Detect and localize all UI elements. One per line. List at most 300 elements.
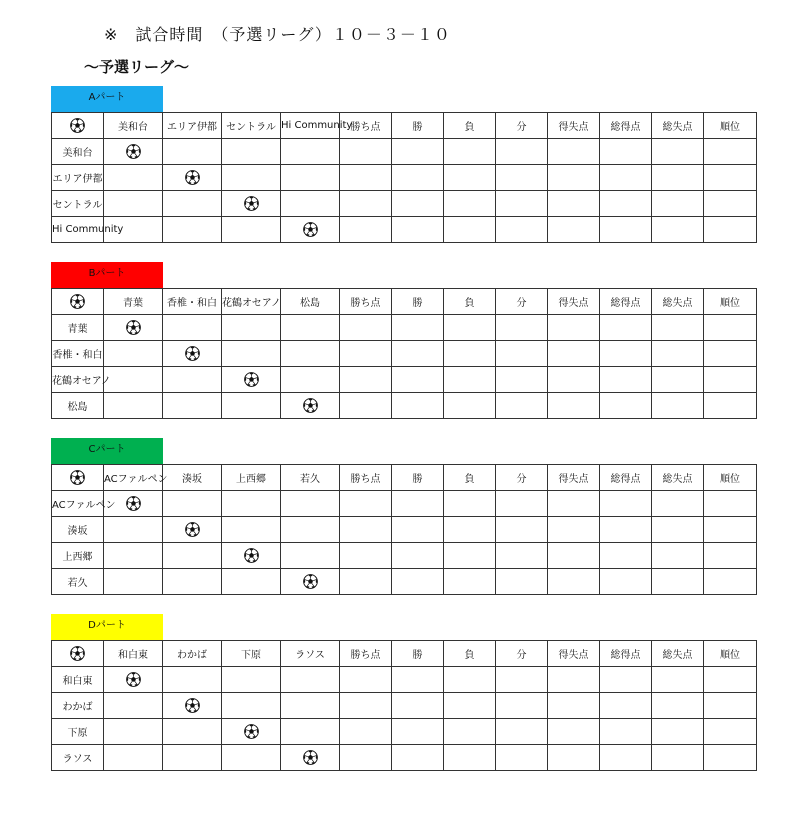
stat-cell[interactable] xyxy=(548,517,600,543)
stat-cell[interactable] xyxy=(652,667,704,693)
stat-cell[interactable] xyxy=(340,543,392,569)
stat-cell[interactable] xyxy=(340,491,392,517)
header-team-4: 松島 xyxy=(281,289,340,315)
stat-cell[interactable] xyxy=(496,191,548,217)
soccer-ball-icon xyxy=(70,294,85,309)
header-draws: 分 xyxy=(496,641,548,667)
stat-cell[interactable] xyxy=(496,745,548,771)
stat-cell[interactable] xyxy=(704,393,757,419)
stat-cell[interactable] xyxy=(392,393,444,419)
stat-cell[interactable] xyxy=(652,543,704,569)
stat-cell[interactable] xyxy=(496,217,548,243)
league-table-b xyxy=(51,288,757,419)
result-cell[interactable] xyxy=(104,719,163,745)
header-team-3: 下原 xyxy=(222,641,281,667)
result-cell[interactable] xyxy=(222,393,281,419)
header-team-3: 上西郷 xyxy=(222,465,281,491)
result-cell[interactable] xyxy=(104,165,163,191)
stat-cell[interactable] xyxy=(652,165,704,191)
result-cell[interactable] xyxy=(104,745,163,771)
stat-cell[interactable] xyxy=(600,491,652,517)
stat-cell[interactable] xyxy=(704,367,757,393)
soccer-ball-icon xyxy=(244,372,259,387)
stat-cell[interactable] xyxy=(652,693,704,719)
header-goal-diff: 得失点 xyxy=(548,641,600,667)
result-cell[interactable] xyxy=(104,393,163,419)
header-team-2: 湊坂 xyxy=(163,465,222,491)
header-team-3: 花鶴オセアノ xyxy=(222,289,281,315)
stat-cell[interactable] xyxy=(496,569,548,595)
part-label-d: Dパート xyxy=(51,614,163,640)
stat-cell[interactable] xyxy=(340,745,392,771)
header-rank: 順位 xyxy=(704,641,757,667)
stat-cell[interactable] xyxy=(548,139,600,165)
header-goals-against: 総失点 xyxy=(652,113,704,139)
corner-cell xyxy=(52,289,104,315)
row-team-name: 花鶴オセアノ xyxy=(52,367,104,393)
header-goals-for: 総得点 xyxy=(600,113,652,139)
stat-cell[interactable] xyxy=(340,667,392,693)
stat-cell[interactable] xyxy=(496,165,548,191)
self-match-cell xyxy=(222,719,281,745)
table-row xyxy=(52,315,757,341)
stat-cell[interactable] xyxy=(392,719,444,745)
stat-cell[interactable] xyxy=(496,543,548,569)
result-cell[interactable] xyxy=(222,341,281,367)
table-row xyxy=(52,543,757,569)
soccer-ball-icon xyxy=(185,170,200,185)
stat-cell[interactable] xyxy=(496,315,548,341)
header-points: 勝ち点 xyxy=(340,113,392,139)
row-team-name: 香椎・和白 xyxy=(52,341,104,367)
stat-cell[interactable] xyxy=(652,217,704,243)
stat-cell[interactable] xyxy=(600,517,652,543)
header-losses: 負 xyxy=(444,289,496,315)
header-team-1: 美和台 xyxy=(104,113,163,139)
header-team-4: 若久 xyxy=(281,465,340,491)
header-points: 勝ち点 xyxy=(340,289,392,315)
soccer-ball-icon xyxy=(303,398,318,413)
header-goal-diff: 得失点 xyxy=(548,289,600,315)
row-team-name: 和白東 xyxy=(52,667,104,693)
stat-cell[interactable] xyxy=(704,491,757,517)
row-team-name: 下原 xyxy=(52,719,104,745)
stat-cell[interactable] xyxy=(392,491,444,517)
self-match-cell xyxy=(222,367,281,393)
result-cell[interactable] xyxy=(281,693,340,719)
league-table-a xyxy=(51,112,757,243)
header-points: 勝ち点 xyxy=(340,641,392,667)
stat-cell[interactable] xyxy=(392,165,444,191)
result-cell[interactable] xyxy=(222,139,281,165)
stat-cell[interactable] xyxy=(496,341,548,367)
stat-cell[interactable] xyxy=(652,491,704,517)
result-cell[interactable] xyxy=(281,165,340,191)
header-team-1: 青葉 xyxy=(104,289,163,315)
league-table-d xyxy=(51,640,757,771)
soccer-ball-icon xyxy=(126,320,141,335)
row-team-name: ラソス xyxy=(52,745,104,771)
stat-cell[interactable] xyxy=(704,569,757,595)
soccer-ball-icon xyxy=(244,196,259,211)
stat-cell[interactable] xyxy=(496,367,548,393)
result-cell[interactable] xyxy=(163,719,222,745)
stat-cell[interactable] xyxy=(444,543,496,569)
stat-cell[interactable] xyxy=(340,719,392,745)
result-cell[interactable] xyxy=(104,191,163,217)
soccer-ball-icon xyxy=(303,750,318,765)
header-row xyxy=(52,465,757,491)
self-match-cell xyxy=(281,745,340,771)
header-wins: 勝 xyxy=(392,289,444,315)
result-cell[interactable] xyxy=(222,165,281,191)
header-team-2: わかば xyxy=(163,641,222,667)
stat-cell[interactable] xyxy=(652,569,704,595)
stat-cell[interactable] xyxy=(600,341,652,367)
table-row xyxy=(52,517,757,543)
header-goals-against: 総失点 xyxy=(652,641,704,667)
header-rank: 順位 xyxy=(704,465,757,491)
stat-cell[interactable] xyxy=(704,543,757,569)
stat-cell[interactable] xyxy=(392,217,444,243)
stat-cell[interactable] xyxy=(444,569,496,595)
stat-cell[interactable] xyxy=(704,315,757,341)
result-cell[interactable] xyxy=(163,667,222,693)
result-cell[interactable] xyxy=(163,569,222,595)
header-losses: 負 xyxy=(444,113,496,139)
table-row xyxy=(52,165,757,191)
result-cell[interactable] xyxy=(104,569,163,595)
table-row xyxy=(52,139,757,165)
part-label-c: Cパート xyxy=(51,438,163,464)
header-row xyxy=(52,113,757,139)
league-table-c xyxy=(51,464,757,595)
stat-cell[interactable] xyxy=(600,569,652,595)
stat-cell[interactable] xyxy=(600,139,652,165)
stat-cell[interactable] xyxy=(340,367,392,393)
self-match-cell xyxy=(104,667,163,693)
corner-cell xyxy=(52,113,104,139)
header-rank: 順位 xyxy=(704,113,757,139)
stat-cell[interactable] xyxy=(392,315,444,341)
result-cell[interactable] xyxy=(281,491,340,517)
stat-cell[interactable] xyxy=(444,517,496,543)
stat-cell[interactable] xyxy=(444,491,496,517)
table-row xyxy=(52,217,757,243)
self-match-cell xyxy=(222,543,281,569)
match-time-note: ※ 試合時間 （予選リーグ）１０－３－１０ xyxy=(104,25,451,44)
result-cell[interactable] xyxy=(222,693,281,719)
result-cell[interactable] xyxy=(222,569,281,595)
header-row xyxy=(52,289,757,315)
self-match-cell xyxy=(163,165,222,191)
soccer-ball-icon xyxy=(70,646,85,661)
result-cell[interactable] xyxy=(163,367,222,393)
stat-cell[interactable] xyxy=(548,569,600,595)
result-cell[interactable] xyxy=(281,719,340,745)
stat-cell[interactable] xyxy=(392,341,444,367)
stat-cell[interactable] xyxy=(652,341,704,367)
stat-cell[interactable] xyxy=(496,139,548,165)
result-cell[interactable] xyxy=(281,341,340,367)
result-cell[interactable] xyxy=(222,315,281,341)
self-match-cell xyxy=(104,315,163,341)
soccer-ball-icon xyxy=(244,548,259,563)
row-team-name: 青葉 xyxy=(52,315,104,341)
header-wins: 勝 xyxy=(392,641,444,667)
stat-cell[interactable] xyxy=(704,517,757,543)
result-cell[interactable] xyxy=(281,139,340,165)
self-match-cell xyxy=(281,393,340,419)
result-cell[interactable] xyxy=(281,367,340,393)
stat-cell[interactable] xyxy=(392,139,444,165)
result-cell[interactable] xyxy=(104,341,163,367)
row-team-name: 上西郷 xyxy=(52,543,104,569)
header-losses: 負 xyxy=(444,641,496,667)
soccer-ball-icon xyxy=(126,144,141,159)
stat-cell[interactable] xyxy=(600,165,652,191)
stat-cell[interactable] xyxy=(444,341,496,367)
stat-cell[interactable] xyxy=(548,393,600,419)
row-team-name: わかば xyxy=(52,693,104,719)
stat-cell[interactable] xyxy=(548,315,600,341)
stat-cell[interactable] xyxy=(444,367,496,393)
result-cell[interactable] xyxy=(281,667,340,693)
stat-cell[interactable] xyxy=(704,667,757,693)
stat-cell[interactable] xyxy=(392,569,444,595)
result-cell[interactable] xyxy=(163,393,222,419)
soccer-ball-icon xyxy=(303,574,318,589)
self-match-cell xyxy=(163,517,222,543)
stat-cell[interactable] xyxy=(704,719,757,745)
stat-cell[interactable] xyxy=(600,191,652,217)
result-cell[interactable] xyxy=(104,517,163,543)
header-draws: 分 xyxy=(496,289,548,315)
stat-cell[interactable] xyxy=(600,719,652,745)
result-cell[interactable] xyxy=(222,745,281,771)
stat-cell[interactable] xyxy=(496,393,548,419)
stat-cell[interactable] xyxy=(392,667,444,693)
stat-cell[interactable] xyxy=(340,139,392,165)
stat-cell[interactable] xyxy=(444,719,496,745)
stat-cell[interactable] xyxy=(704,139,757,165)
stat-cell[interactable] xyxy=(444,393,496,419)
header-wins: 勝 xyxy=(392,465,444,491)
row-team-name: 松島 xyxy=(52,393,104,419)
stat-cell[interactable] xyxy=(340,191,392,217)
result-cell[interactable] xyxy=(281,517,340,543)
stat-cell[interactable] xyxy=(548,693,600,719)
table-row xyxy=(52,367,757,393)
stat-cell[interactable] xyxy=(652,367,704,393)
stat-cell[interactable] xyxy=(392,745,444,771)
table-row xyxy=(52,191,757,217)
stat-cell[interactable] xyxy=(704,165,757,191)
stat-cell[interactable] xyxy=(548,491,600,517)
row-team-name: エリア伊都 xyxy=(52,165,104,191)
header-team-1: 和白東 xyxy=(104,641,163,667)
result-cell[interactable] xyxy=(104,693,163,719)
part-label-b: Bパート xyxy=(51,262,163,288)
stat-cell[interactable] xyxy=(704,693,757,719)
row-team-name: Hi Community xyxy=(52,217,104,243)
stat-cell[interactable] xyxy=(652,745,704,771)
result-cell[interactable] xyxy=(222,517,281,543)
result-cell[interactable] xyxy=(163,491,222,517)
stat-cell[interactable] xyxy=(652,393,704,419)
stat-cell[interactable] xyxy=(444,217,496,243)
corner-cell xyxy=(52,465,104,491)
result-cell[interactable] xyxy=(222,217,281,243)
self-match-cell xyxy=(281,569,340,595)
result-cell[interactable] xyxy=(163,191,222,217)
stat-cell[interactable] xyxy=(704,217,757,243)
stat-cell[interactable] xyxy=(340,517,392,543)
soccer-ball-icon xyxy=(185,346,200,361)
soccer-ball-icon xyxy=(185,522,200,537)
stat-cell[interactable] xyxy=(600,745,652,771)
result-cell[interactable] xyxy=(281,191,340,217)
header-goal-diff: 得失点 xyxy=(548,113,600,139)
table-row xyxy=(52,745,757,771)
result-cell[interactable] xyxy=(104,543,163,569)
stat-cell[interactable] xyxy=(548,745,600,771)
table-row xyxy=(52,491,757,517)
self-match-cell xyxy=(104,139,163,165)
stat-cell[interactable] xyxy=(600,693,652,719)
stat-cell[interactable] xyxy=(548,217,600,243)
header-team-2: エリア伊都 xyxy=(163,113,222,139)
header-draws: 分 xyxy=(496,113,548,139)
header-losses: 負 xyxy=(444,465,496,491)
stat-cell[interactable] xyxy=(704,341,757,367)
result-cell[interactable] xyxy=(163,543,222,569)
stat-cell[interactable] xyxy=(340,217,392,243)
self-match-cell xyxy=(281,217,340,243)
stat-cell[interactable] xyxy=(496,517,548,543)
stat-cell[interactable] xyxy=(444,693,496,719)
stat-cell[interactable] xyxy=(600,543,652,569)
soccer-ball-icon xyxy=(126,496,141,511)
stat-cell[interactable] xyxy=(600,217,652,243)
header-goals-for: 総得点 xyxy=(600,289,652,315)
stat-cell[interactable] xyxy=(340,693,392,719)
corner-cell xyxy=(52,641,104,667)
stat-cell[interactable] xyxy=(392,693,444,719)
row-team-name: 若久 xyxy=(52,569,104,595)
stat-cell[interactable] xyxy=(704,745,757,771)
stat-cell[interactable] xyxy=(444,315,496,341)
header-draws: 分 xyxy=(496,465,548,491)
header-wins: 勝 xyxy=(392,113,444,139)
stat-cell[interactable] xyxy=(444,745,496,771)
header-team-4: Hi Community xyxy=(281,113,340,139)
header-team-4: ラソス xyxy=(281,641,340,667)
header-goals-against: 総失点 xyxy=(652,289,704,315)
stat-cell[interactable] xyxy=(548,165,600,191)
stat-cell[interactable] xyxy=(496,693,548,719)
header-team-2: 香椎・和白 xyxy=(163,289,222,315)
table-row xyxy=(52,667,757,693)
stat-cell[interactable] xyxy=(496,667,548,693)
stat-cell[interactable] xyxy=(392,543,444,569)
result-cell[interactable] xyxy=(104,367,163,393)
header-rank: 順位 xyxy=(704,289,757,315)
stat-cell[interactable] xyxy=(600,367,652,393)
table-row xyxy=(52,393,757,419)
stat-cell[interactable] xyxy=(704,191,757,217)
self-match-cell xyxy=(163,693,222,719)
self-match-cell xyxy=(163,341,222,367)
soccer-ball-icon xyxy=(244,724,259,739)
row-team-name: セントラル xyxy=(52,191,104,217)
stat-cell[interactable] xyxy=(600,393,652,419)
stat-cell[interactable] xyxy=(444,165,496,191)
stat-cell[interactable] xyxy=(548,667,600,693)
header-points: 勝ち点 xyxy=(340,465,392,491)
stat-cell[interactable] xyxy=(340,165,392,191)
result-cell[interactable] xyxy=(281,315,340,341)
stat-cell[interactable] xyxy=(496,719,548,745)
result-cell[interactable] xyxy=(222,491,281,517)
stat-cell[interactable] xyxy=(340,393,392,419)
table-row xyxy=(52,341,757,367)
stat-cell[interactable] xyxy=(548,191,600,217)
stat-cell[interactable] xyxy=(392,191,444,217)
result-cell[interactable] xyxy=(222,667,281,693)
stat-cell[interactable] xyxy=(340,341,392,367)
header-row xyxy=(52,641,757,667)
stat-cell[interactable] xyxy=(392,367,444,393)
stat-cell[interactable] xyxy=(340,315,392,341)
stat-cell[interactable] xyxy=(548,719,600,745)
stat-cell[interactable] xyxy=(444,667,496,693)
table-row xyxy=(52,693,757,719)
result-cell[interactable] xyxy=(163,139,222,165)
header-team-3: セントラル xyxy=(222,113,281,139)
stat-cell[interactable] xyxy=(652,191,704,217)
soccer-ball-icon xyxy=(185,698,200,713)
soccer-ball-icon xyxy=(303,222,318,237)
stat-cell[interactable] xyxy=(444,191,496,217)
stat-cell[interactable] xyxy=(652,719,704,745)
preliminary-league-title: ～予選リーグ～ xyxy=(84,58,190,76)
soccer-ball-icon xyxy=(126,672,141,687)
result-cell[interactable] xyxy=(281,543,340,569)
stat-cell[interactable] xyxy=(652,139,704,165)
stat-cell[interactable] xyxy=(600,667,652,693)
header-goals-against: 総失点 xyxy=(652,465,704,491)
header-goals-for: 総得点 xyxy=(600,465,652,491)
header-team-1: ACファルペン xyxy=(104,465,163,491)
stat-cell[interactable] xyxy=(340,569,392,595)
stat-cell[interactable] xyxy=(600,315,652,341)
row-team-name: 美和台 xyxy=(52,139,104,165)
stat-cell[interactable] xyxy=(548,367,600,393)
stat-cell[interactable] xyxy=(496,491,548,517)
stat-cell[interactable] xyxy=(548,341,600,367)
result-cell[interactable] xyxy=(163,745,222,771)
stat-cell[interactable] xyxy=(444,139,496,165)
stat-cell[interactable] xyxy=(652,315,704,341)
stat-cell[interactable] xyxy=(652,517,704,543)
result-cell[interactable] xyxy=(163,315,222,341)
result-cell[interactable] xyxy=(163,217,222,243)
stat-cell[interactable] xyxy=(392,517,444,543)
soccer-ball-icon xyxy=(70,470,85,485)
header-goal-diff: 得失点 xyxy=(548,465,600,491)
stat-cell[interactable] xyxy=(548,543,600,569)
